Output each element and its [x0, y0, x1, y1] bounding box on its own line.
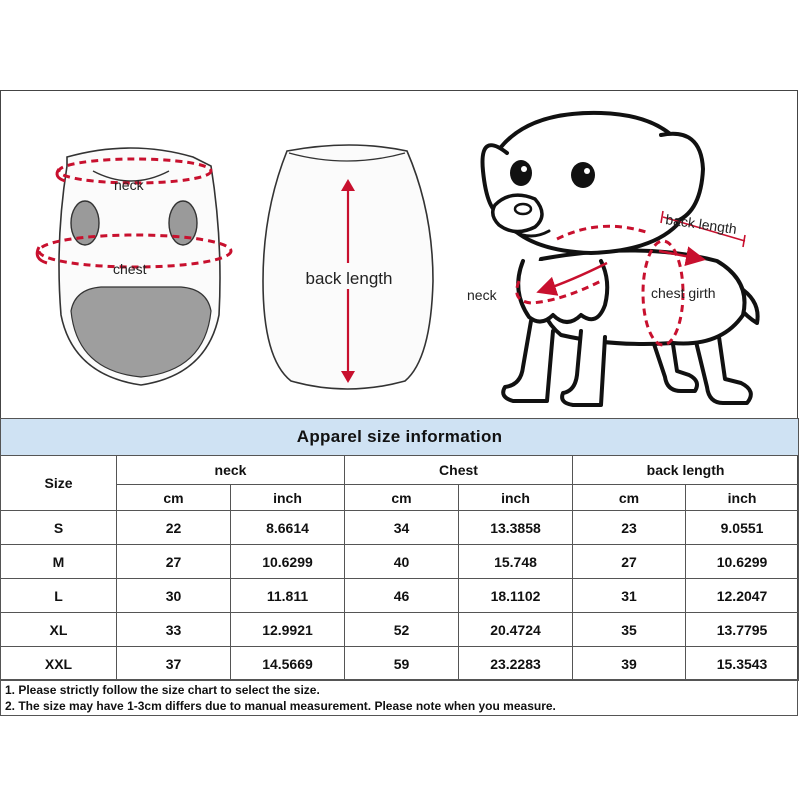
unit-header: cm [117, 485, 231, 511]
right-leg-hole [169, 201, 197, 245]
neck-header: neck [117, 456, 345, 485]
table-title: Apparel size information [1, 419, 799, 456]
value-cell: 10.6299 [686, 545, 799, 579]
value-cell: 11.811 [231, 579, 345, 613]
value-cell: 20.4724 [459, 613, 573, 647]
size-notes [0, 679, 798, 716]
vest-chest-label: chest [113, 261, 147, 277]
value-cell: 34 [345, 511, 459, 545]
size-cell: XXL [1, 647, 117, 681]
value-cell: 35 [573, 613, 686, 647]
value-cell: 15.3543 [686, 647, 799, 681]
value-cell: 39 [573, 647, 686, 681]
dog-neck-label: neck [467, 287, 497, 303]
value-cell: 23 [573, 511, 686, 545]
value-cell: 46 [345, 579, 459, 613]
value-cell: 12.9921 [231, 613, 345, 647]
vest-back-length-label: back length [305, 269, 393, 288]
table-row [1, 545, 799, 579]
value-cell: 12.2047 [686, 579, 799, 613]
value-cell: 13.7795 [686, 613, 799, 647]
value-cell: 14.5669 [231, 647, 345, 681]
value-cell: 9.0551 [686, 511, 799, 545]
illustration-area [1, 91, 797, 415]
value-cell: 33 [117, 613, 231, 647]
vest-neck-label: neck [114, 177, 144, 193]
unit-header: inch [686, 485, 799, 511]
dog-back-length-label: back length [664, 211, 738, 237]
unit-header: cm [573, 485, 686, 511]
value-cell: 8.6614 [231, 511, 345, 545]
size-cell: L [1, 579, 117, 613]
value-cell: 10.6299 [231, 545, 345, 579]
table-row [1, 579, 799, 613]
note-line: 2. The size may have 1-3cm differs due to manual measurement. Please note when you measure. [5, 699, 556, 713]
dog-drawing [483, 113, 758, 405]
value-cell: 31 [573, 579, 686, 613]
value-cell: 40 [345, 545, 459, 579]
value-cell: 15.748 [459, 545, 573, 579]
vest-back-drawing [263, 145, 433, 389]
size-header: Size [1, 456, 117, 511]
back-length-header: back length [573, 456, 799, 485]
size-table [0, 418, 799, 681]
value-cell: 23.2283 [459, 647, 573, 681]
left-leg-hole [71, 201, 99, 245]
chest-header: Chest [345, 456, 573, 485]
value-cell: 30 [117, 579, 231, 613]
value-cell: 52 [345, 613, 459, 647]
value-cell: 18.1102 [459, 579, 573, 613]
value-cell: 22 [117, 511, 231, 545]
table-row [1, 647, 799, 681]
vest-front-drawing [37, 148, 231, 385]
dog-chest-girth-label: chest girth [651, 285, 716, 301]
unit-header: inch [459, 485, 573, 511]
table-row [1, 613, 799, 647]
note-line: 1. Please strictly follow the size chart to select the size. [5, 683, 320, 697]
unit-header: cm [345, 485, 459, 511]
size-cell: S [1, 511, 117, 545]
measurement-illustration [1, 91, 797, 415]
table-row [1, 511, 799, 545]
value-cell: 27 [117, 545, 231, 579]
unit-header: inch [231, 485, 345, 511]
value-cell: 13.3858 [459, 511, 573, 545]
value-cell: 59 [345, 647, 459, 681]
size-cell: XL [1, 613, 117, 647]
value-cell: 27 [573, 545, 686, 579]
size-cell: M [1, 545, 117, 579]
value-cell: 37 [117, 647, 231, 681]
